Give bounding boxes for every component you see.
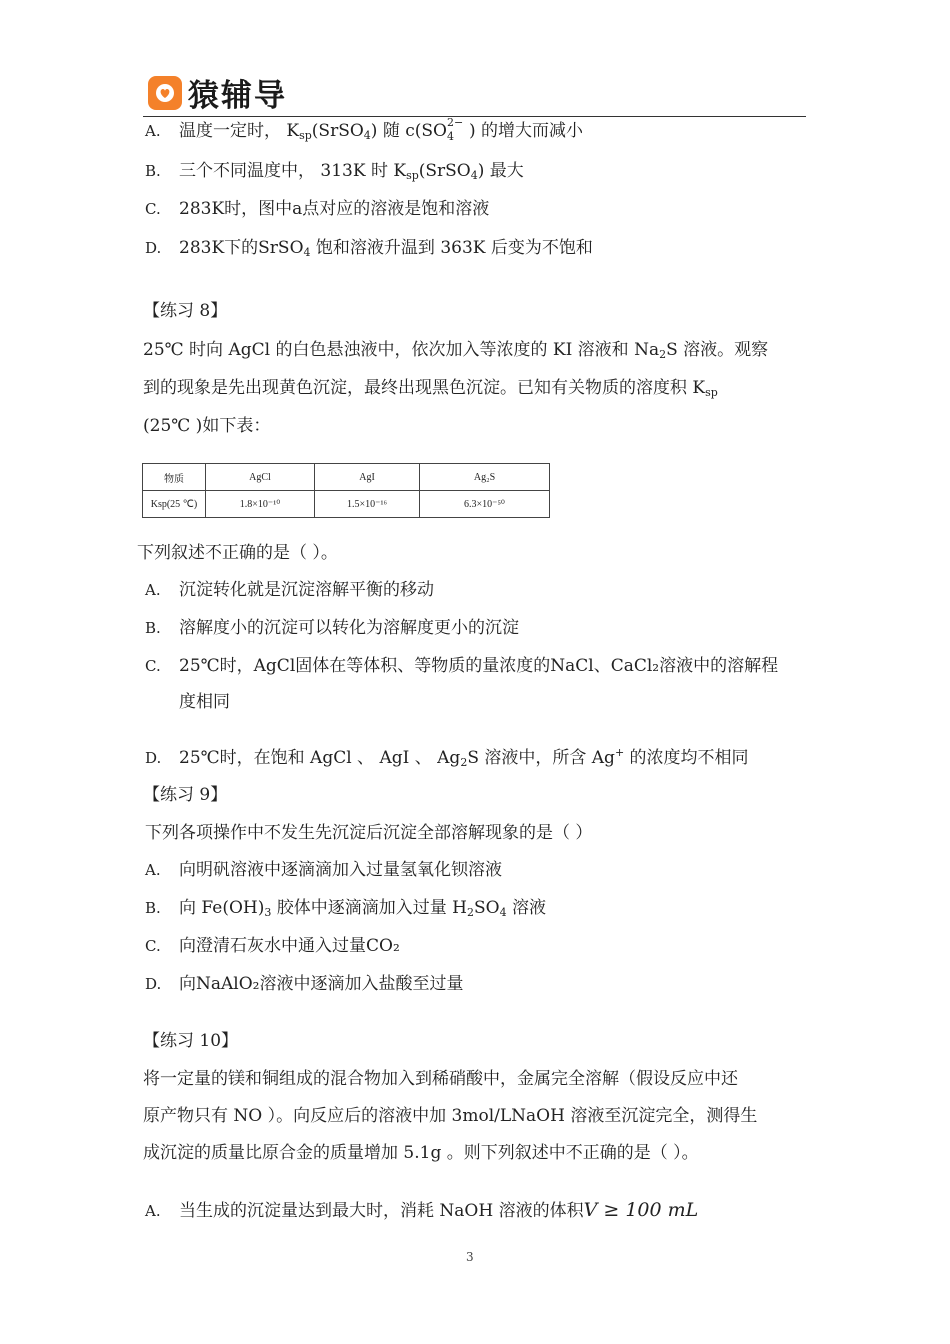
q9-option-a: A. 向明矾溶液中逐滴滴加入过量氢氧化钡溶液: [145, 860, 502, 880]
q8-stem-line2: 到的现象是先出现黄色沉淀，最终出现黑色沉淀。已知有关物质的溶度积 $K_{sp}$: [143, 378, 718, 399]
table-row-label: Ksp(25 ℃): [143, 491, 206, 518]
q9-option-d: D. 向NaAlO₂溶液中逐滴加入盐酸至过量: [145, 974, 464, 994]
table-header-cell: AgCl: [206, 464, 315, 491]
table-header-cell: Ag₂S: [420, 464, 550, 491]
q9-prompt: 下列各项操作中不发生先沉淀后沉淀全部溶解现象的是（ ）: [145, 823, 593, 843]
q10-stem-line1: 将一定量的镁和铜组成的混合物加入到稀硝酸中，金属完全溶解（假设反应中还: [143, 1069, 738, 1089]
table-header-cell: 物质: [143, 464, 206, 491]
table-header-cell: AgI: [315, 464, 420, 491]
q7-option-c: C. 283K时，图中a点对应的溶液是饱和溶液: [145, 199, 490, 219]
q10-stem-line2: 原产物只有 NO ）。向反应后的溶液中加 3mol/LNaOH 溶液至沉淀完全，测得生: [143, 1106, 758, 1126]
q7-option-a: A. 温度一定时， $K_{sp}(SrSO_4)$ 随 c(SO 2− 4 ) 的增大而减小: [145, 116, 584, 143]
q10-stem-line3: 成沉淀的质量比原合金的质量增加 5.1g 。则下列叙述中不正确的是（ ）。: [143, 1143, 699, 1163]
q8-option-d: D. 25℃时，在饱和 AgCl 、 AgI 、 $Ag_2S$ 溶液中，所含 Ag+ 的浓度均不相同: [145, 746, 749, 769]
q8-stem-line3: (25℃ )如下表：: [143, 416, 271, 436]
q9-option-b: B. 向 $Fe(OH)_3$ 胶体中逐滴滴加入过量 $H_2SO_4$ 溶液: [145, 898, 546, 919]
q7-option-d: D. 283K下的SrSO$_4$ 饱和溶液升温到 363K 后变为不饱和: [145, 238, 593, 259]
q8-title: 【练习 8】: [143, 301, 228, 321]
brand-name: 猿辅导: [188, 78, 287, 114]
q10-option-a: A. 当生成的沉淀量达到最大时，消耗 NaOH 溶液的体积V ≥ 100 mL: [145, 1199, 699, 1221]
q8-option-c: C. 25℃时，AgCl固体在等体积、等物质的量浓度的NaCl、CaCl₂溶液中的溶解程: [145, 656, 779, 676]
table-cell: 1.8×10⁻¹⁰: [206, 491, 315, 518]
q9-title: 【练习 9】: [143, 785, 228, 805]
q8-option-b: B. 溶解度小的沉淀可以转化为溶解度更小的沉淀: [145, 618, 519, 638]
brand-logo: [148, 70, 287, 115]
q10-title: 【练习 10】: [143, 1031, 239, 1051]
ksp-table-header-row: [143, 464, 550, 491]
q8-option-a: A. 沉淀转化就是沉淀溶解平衡的移动: [145, 580, 434, 600]
table-cell: 1.5×10⁻¹⁶: [315, 491, 420, 518]
q7-option-b: B. 三个不同温度中， 313K 时 $K_{sp}(SrSO_4)$ 最大: [145, 161, 524, 182]
header-divider: [143, 116, 806, 117]
page-number: 3: [466, 1250, 474, 1264]
q9-option-c: C. 向澄清石灰水中通入过量CO₂: [145, 936, 400, 956]
q8-prompt: 下列叙述不正确的是（ ）。: [137, 543, 338, 563]
q8-stem-line1: 25℃ 时向 AgCl 的白色悬浊液中，依次加入等浓度的 KI 溶液和 $Na_2S$ 溶液。观察: [143, 340, 769, 361]
table-cell: 6.3×10⁻⁵⁰: [420, 491, 550, 518]
heart-logo-icon: [148, 76, 182, 110]
ksp-table: [142, 463, 550, 518]
ksp-table-value-row: [143, 491, 550, 518]
q8-option-c-cont: 度相同: [179, 692, 230, 712]
